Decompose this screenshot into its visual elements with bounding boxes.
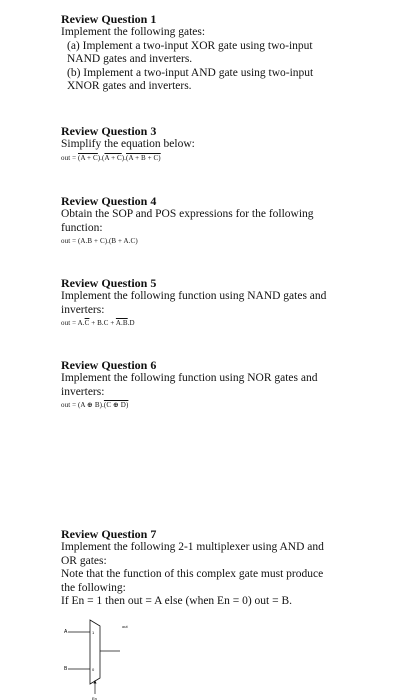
question-text: XNOR gates and inverters. xyxy=(67,80,192,92)
mux-input-b-label: B xyxy=(64,666,68,672)
equation-part: (C ⊕ D) xyxy=(103,401,129,409)
question-text: inverters: xyxy=(61,303,105,316)
mux-select-1-label: 1 xyxy=(92,630,95,635)
question-title: Review Question 4 xyxy=(61,194,157,208)
review-question-3 xyxy=(61,124,361,170)
question-text: (a) Implement a two-input XOR gate using two-input xyxy=(67,39,313,52)
review-question-4 xyxy=(61,194,361,253)
question-text: OR gates: xyxy=(61,554,107,567)
equation-part: + B.C + xyxy=(89,319,116,327)
multiplexer-diagram xyxy=(58,618,178,700)
equation-part: A + C xyxy=(104,153,122,162)
equation-part: ). xyxy=(97,153,103,162)
mux-output-label: out xyxy=(122,624,128,629)
question-title: Review Question 6 xyxy=(61,358,157,372)
review-question-7 xyxy=(61,527,361,609)
equation: out = (A.B + C).(B + A.C) xyxy=(61,237,138,245)
equation xyxy=(61,153,361,163)
question-text: If En = 1 then out = A else (when En = 0) out = B. xyxy=(61,595,292,607)
equation-part: out = (A ⊕ B). xyxy=(61,401,104,409)
question-text: Implement the following gates: xyxy=(61,26,206,38)
question-text: Note that the function of this complex gate must produce xyxy=(61,568,324,580)
question-text: Implement the following function using NOR gates and xyxy=(61,372,318,384)
equation-part: out = A. xyxy=(61,319,85,327)
mux-select-0-label: 0 xyxy=(92,667,95,672)
question-text: NAND gates and inverters. xyxy=(67,53,193,65)
equation xyxy=(61,400,361,410)
question-title: Review Question 7 xyxy=(61,527,157,541)
equation-part: ( xyxy=(102,153,105,162)
equation-part: (A + C xyxy=(78,153,98,162)
question-title: Review Question 1 xyxy=(61,12,157,26)
mux-enable-label: En xyxy=(92,696,97,700)
question-title: Review Question 5 xyxy=(61,276,157,290)
equation-part: A.B xyxy=(115,319,128,327)
question-text: Implement the following 2-1 multiplexer using AND and xyxy=(61,541,324,553)
equation-part: (A + B + C) xyxy=(126,153,161,162)
review-question-1 xyxy=(61,12,361,94)
equation-part: .D xyxy=(127,319,135,327)
equation-part: $\overline{C}$ xyxy=(84,319,90,327)
mux-input-a-label: A xyxy=(64,629,68,635)
review-question-5 xyxy=(61,276,361,335)
question-text: Implement the following function using NAND gates and xyxy=(61,290,327,302)
equation-part: ). xyxy=(121,153,127,162)
question-title: Review Question 3 xyxy=(61,124,157,138)
question-text: the following: xyxy=(61,581,126,594)
question-text: Simplify the equation below: xyxy=(61,138,195,150)
equation xyxy=(61,318,361,328)
review-question-6 xyxy=(61,358,361,417)
question-text: (b) Implement a two-input AND gate using two-input xyxy=(67,66,314,79)
equation-part: out = xyxy=(61,153,78,162)
question-text: function: xyxy=(61,221,103,234)
question-text: Obtain the SOP and POS expressions for the following xyxy=(61,208,314,220)
question-text: inverters: xyxy=(61,385,105,398)
